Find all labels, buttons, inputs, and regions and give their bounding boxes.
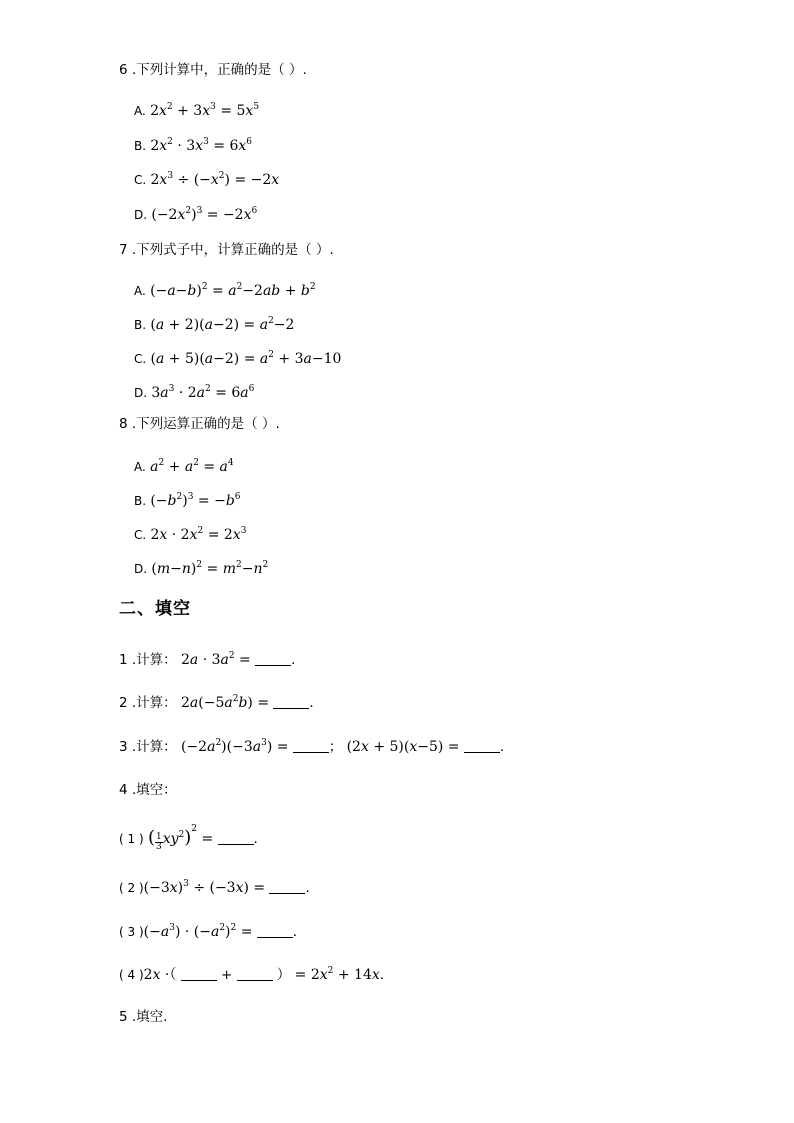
q8-option-b: B. $(-b^2)^3 = -b^6$ [134, 492, 241, 509]
q6-option-d: D. $(-2x^2)^3 = -2x^6$ [134, 206, 258, 223]
answer-blank[interactable] [255, 651, 291, 666]
question-7-stem: 7 .下列式子中，计算正确的是（ ）. [119, 242, 334, 258]
answer-blank[interactable] [218, 830, 254, 845]
item-number: 3 .计算： [119, 739, 177, 755]
q7-option-b: B. $(a + 2)(a-2) = a^2-2$ [134, 316, 295, 333]
answer-blank[interactable] [181, 966, 217, 981]
fill-item-4-sub-2: ( 2 )$(-3x)^3 \div (-3x)$ = . [119, 879, 310, 896]
fill-item-3: 3 .计算： $(-2a^2)(-3a^3)$ = ； (2x + 5)(x−5) = . [119, 738, 505, 755]
q6-option-a: A. $2x^2 + 3x^3 = 5x^5$ [134, 102, 260, 119]
answer-blank[interactable] [257, 923, 293, 938]
answer-blank[interactable] [269, 879, 305, 894]
fill-item-4-sub-4: ( 4 )2x ·（ + ） = $2x^2 + 14x$. [119, 966, 385, 983]
q8-option-a: A. $a^2 + a^2 = a^4$ [134, 458, 234, 475]
fill-item-2: 2 .计算： $2a(-5a^2b)$ = . [119, 694, 314, 711]
fill-item-4-sub-3: ( 3 )$(-a^3) \cdot (-a^2)^2$ = . [119, 923, 298, 940]
item-number: 2 .计算： [119, 695, 177, 711]
q7-option-a: A. $(-a-b)^2 = a^2-2ab + b^2$ [134, 282, 316, 299]
fill-item-5: 5 .填空. [119, 1009, 168, 1025]
item-number: 1 .计算： [119, 652, 177, 668]
fill-item-4-sub-1: ( 1 ) ( $\frac{1}{3}$ $xy^2)^2$ = . [119, 824, 258, 852]
q7-option-c: C. $(a + 5)(a-2) = a^2 + 3a-10$ [134, 350, 342, 367]
answer-blank[interactable] [293, 738, 329, 753]
q6-option-b: B. $2x^2 \cdot 3x^3 = 6x^6$ [134, 137, 252, 154]
q8-option-c: C. $2x \cdot 2x^2 = 2x^3$ [134, 526, 247, 543]
q8-option-d: D. $(m-n)^2 = m^2-n^2$ [134, 560, 269, 577]
section-heading: 二、填空 [119, 599, 191, 619]
answer-blank[interactable] [237, 966, 273, 981]
q6-option-c: C. $2x^3 \div (-x^2) = -2x$ [134, 171, 280, 188]
option-label: A. [134, 104, 146, 118]
answer-blank[interactable] [464, 738, 500, 753]
answer-blank[interactable] [273, 694, 309, 709]
question-8-stem: 8 .下列运算正确的是（ ）. [119, 416, 280, 432]
fill-item-4: 4 .填空： [119, 782, 177, 798]
question-6-stem: 6 .下列计算中，正确的是（ ）. [119, 62, 307, 78]
q7-option-d: D. $3a^3 \cdot 2a^2 = 6a^6$ [134, 384, 255, 401]
fill-item-1: 1 .计算： $2a \cdot 3a^2$ = . [119, 651, 296, 668]
